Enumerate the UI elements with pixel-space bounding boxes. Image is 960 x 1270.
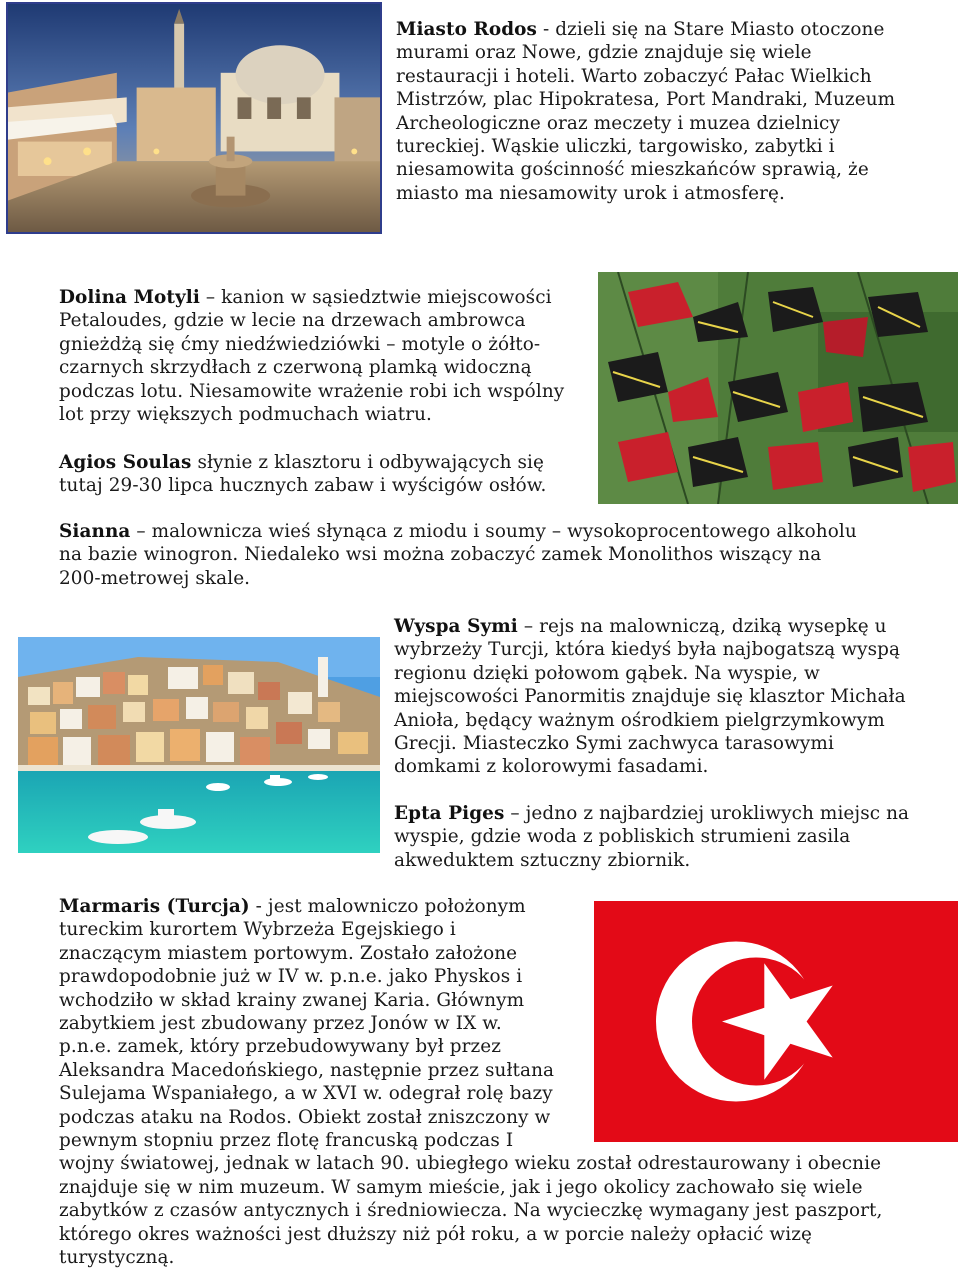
marmaris-title: Marmaris (Turcja) [59, 896, 250, 917]
marmaris-line: znajduje się w nim muzeum. W samym mieście, jak i jego okolicy zachowało się wiele [59, 1176, 863, 1198]
symi-title: Wyspa Symi [394, 616, 518, 637]
marmaris-line: - jest malowniczo położonym [249, 896, 526, 917]
marmaris-line: podczas ataku na Rodos. Obiekt został zniszczony w [59, 1106, 551, 1128]
dolina-paragraph [59, 286, 584, 426]
marmaris-line: p.n.e. zamek, który przebudowywany był przez [59, 1036, 502, 1058]
dolina-title: Dolina Motyli [59, 287, 200, 308]
agios-body: słynie z klasztoru i odbywających się tutaj 29-30 lipca hucznych zabaw i wyścigów osłów. [59, 452, 547, 497]
rhodes-title: Miasto Rodos [396, 19, 538, 40]
agios-paragraph [59, 451, 584, 498]
marmaris-first-line [59, 895, 919, 918]
rhodes-body: - dzieli się na Stare Miasto otoczone murami oraz Nowe, gdzie znajduje się wiele restauracji i hoteli. Warto zobaczyć Pałac Wielkich Mistrzów, plac Hipokratesa, Port Mandraki, Muzeum Archeologiczne oraz meczety i muzea dzielnicy tureckiej. Wąskie uliczki, targowisko, zabytki i niesamowita gościnność mieszkańców sprawią, że miasto ma niesamowity urok i atmosferę. [396, 19, 896, 204]
dolina-body: – kanion w sąsiedztwie miejscowości Petaloudes, gdzie w lecie na drzewach ambrowca gnieżdżą się ćmy niedźwiedziówki – motyle o żółto-czarnych skrzydłach z czerwoną plamką widoczną podczas lotu. Niesamowite wrażenie robi ich wspólny lot przy większych podmuchach wiatru. [59, 287, 565, 426]
marmaris-line: tureckim kurortem Wybrzeża Egejskiego i [59, 919, 456, 941]
marmaris-line: pewnym stopniu przez flotę francuską podczas I [59, 1130, 514, 1152]
epta-paragraph [394, 802, 914, 872]
marmaris-line: turystyczną. [59, 1247, 175, 1269]
symi-paragraph [394, 615, 914, 779]
marmaris-line: wchodziło w skład krainy zwanej Karia. Głównym [59, 989, 525, 1011]
marmaris-line: którego okres ważności jest dłuższy niż pół roku, a w porcie należy opłacić wizę [59, 1223, 813, 1245]
agios-title: Agios Soulas [59, 452, 192, 473]
marmaris-line: Sulejama Wspaniałego, a w XVI w. odegrał rolę bazy [59, 1083, 553, 1105]
sianna-body: – malownicza wieś słynąca z miodu i soumy – wysokoprocentowego alkoholu na bazie winogron. Niedaleko wsi można zobaczyć zamek Monolithos wiszący na 200-metrowej skale. [59, 521, 857, 589]
epta-body: – jedno z najbardziej urokliwych miejsc na wyspie, gdzie woda z pobliskich strumieni zasila akweduktem sztuczny zbiornik. [394, 803, 910, 871]
marmaris-line: znaczącym miastem portowym. Zostało założone [59, 942, 518, 964]
rhodes-paragraph [396, 18, 908, 205]
marmaris-line: Aleksandra Macedońskiego, następnie przez sułtana [59, 1059, 555, 1081]
epta-title: Epta Piges [394, 803, 505, 824]
sianna-paragraph [59, 520, 859, 590]
marmaris-line: prawdopodobnie już w IV w. p.n.e. jako Physkos i [59, 966, 523, 988]
marmaris-paragraph [59, 895, 919, 1270]
butterflies-photo [598, 272, 958, 504]
sianna-title: Sianna [59, 521, 131, 542]
marmaris-line: zabytkiem jest zbudowany przez Jonów w IX w. [59, 1013, 502, 1035]
symi-harbour-photo [18, 637, 380, 853]
marmaris-line: zabytków z czasów antycznych i średniowiecza. Na wycieczkę wymagany jest paszport, [59, 1200, 883, 1222]
symi-body: – rejs na malowniczą, dziką wysepkę u wybrzeży Turcji, która kiedyś była najbogatszą wyspą regionu dzięki połowom gąbek. Na wyspie, w miejscowości Panormitis znajduje się klasztor Michała Anioła, będący ważnym ośrodkiem pielgrzymkowym Grecji. Miasteczko Symi zachwyca tarasowymi domkami z kolorowymi fasadami. [394, 616, 906, 778]
rhodes-town-photo [6, 2, 382, 234]
marmaris-line: wojny światowej, jednak w latach 90. ubiegłego wieku został odrestaurowany i obecnie [59, 1153, 882, 1175]
